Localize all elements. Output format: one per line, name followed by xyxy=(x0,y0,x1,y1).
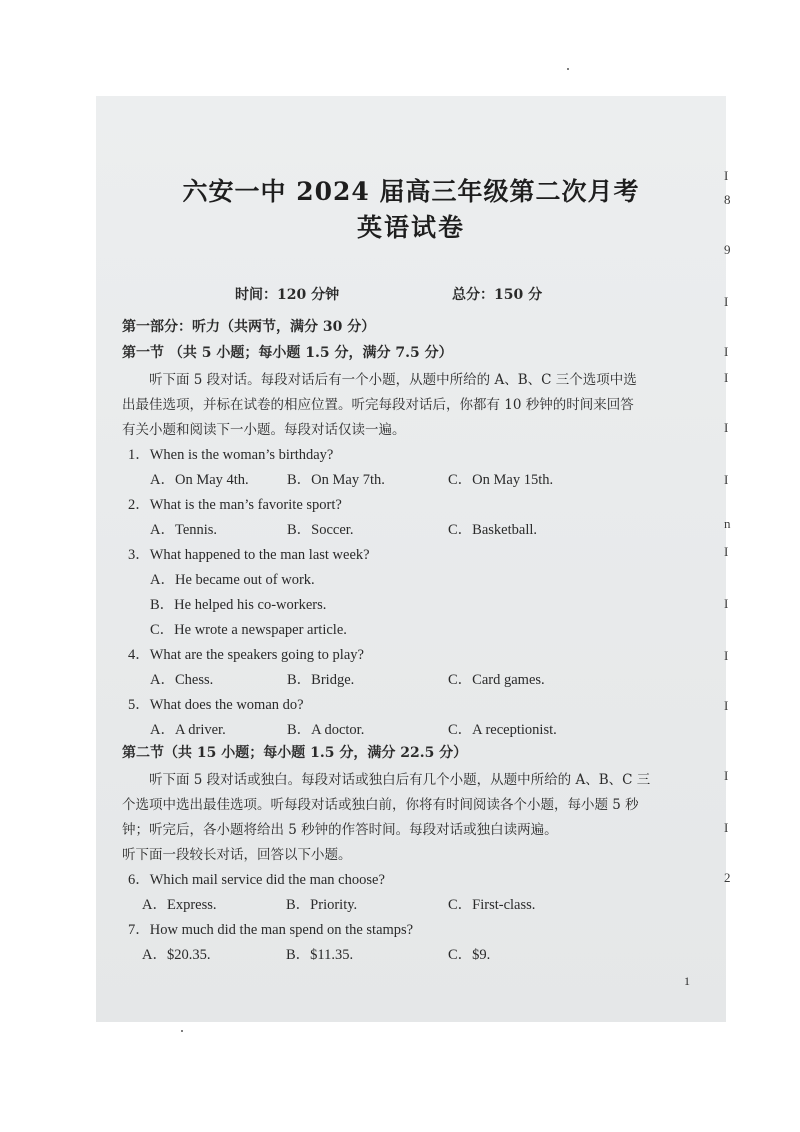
question-7: 7．How much did the man spend on the stamps? xyxy=(128,922,414,938)
option-7a: A．$20.35. xyxy=(142,947,211,963)
section2-lead: 听下面一段较长对话，回答以下小题。 xyxy=(122,847,352,863)
option-6a: A．Express. xyxy=(142,897,217,913)
option-6b: B．Priority. xyxy=(286,897,358,913)
option-7b: B．$11.35. xyxy=(286,947,354,963)
exam-subtitle: 英语试卷 xyxy=(356,213,465,242)
edge-mark: I xyxy=(724,820,729,835)
option-4c: C．Card games. xyxy=(448,672,545,688)
edge-mark: 9 xyxy=(724,242,731,257)
edge-mark: I xyxy=(724,544,729,559)
option-5c: C．A receptionist. xyxy=(448,722,557,738)
option-1b: B．On May 7th. xyxy=(287,472,385,488)
option-1a: A．On May 4th. xyxy=(150,472,249,488)
option-1c: C．On May 15th. xyxy=(448,472,554,488)
edge-mark: I xyxy=(724,768,729,783)
edge-mark: n xyxy=(724,516,731,531)
section2-instruction-line: 听下面 5 段对话或独白。每段对话或独白后有几个小题，从题中所给的 A、B、C 三 xyxy=(149,772,651,788)
edge-mark: I xyxy=(724,344,729,359)
option-6c: C．First-class. xyxy=(448,897,536,913)
question-6: 6．Which mail service did the man choose? xyxy=(128,872,385,888)
option-2c: C．Basketball. xyxy=(448,522,538,538)
question-4: 4．What are the speakers going to play? xyxy=(128,647,364,663)
edge-mark: I xyxy=(724,420,729,435)
option-5b: B．A doctor. xyxy=(287,722,365,738)
edge-mark: 2 xyxy=(724,870,731,885)
question-1: 1．When is the woman’s birthday? xyxy=(128,447,334,463)
section2-instruction-line: 钟；听完后，各小题将给出 5 秒钟的作答时间。每段对话或独白读两遍。 xyxy=(122,822,558,838)
scan-speck xyxy=(567,68,569,70)
question-2: 2．What is the man’s favorite sport? xyxy=(128,497,342,513)
edge-mark: I xyxy=(724,370,729,385)
option-3a: A．He became out of work. xyxy=(150,572,315,588)
exam-total-score: 总分：150 分 xyxy=(452,287,543,303)
option-7c: C．$9. xyxy=(448,947,491,963)
edge-mark: I xyxy=(724,294,729,309)
section1-instruction-line: 有关小题和阅读下一小题。每段对话仅读一遍。 xyxy=(122,422,406,438)
edge-mark: I xyxy=(724,168,729,183)
exam-time: 时间：120 分钟 xyxy=(235,287,340,303)
edge-mark: I xyxy=(724,472,729,487)
section1-instruction-line: 出最佳选项，并标在试卷的相应位置。听完每段对话后，你都有 10 秒钟的时间来回答 xyxy=(122,397,634,413)
option-3b: B．He helped his co-workers. xyxy=(150,597,327,613)
option-5a: A．A driver. xyxy=(150,722,226,738)
option-2b: B．Soccer. xyxy=(287,522,354,538)
section1-instruction-line: 听下面 5 段对话。每段对话后有一个小题，从题中所给的 A、B、C 三个选项中选 xyxy=(149,372,637,388)
question-3: 3．What happened to the man last week? xyxy=(128,547,370,563)
section1-heading: 第一节 （共 5 小题；每小题 1.5 分，满分 7.5 分） xyxy=(122,345,453,361)
option-4b: B．Bridge. xyxy=(287,672,355,688)
option-4a: A．Chess. xyxy=(150,672,214,688)
option-3c: C．He wrote a newspaper article. xyxy=(150,622,347,638)
edge-mark: I xyxy=(724,648,729,663)
edge-mark: I xyxy=(724,698,729,713)
page-number: 1 xyxy=(684,974,690,988)
section2-heading: 第二节（共 15 小题；每小题 1.5 分，满分 22.5 分） xyxy=(122,745,468,761)
scan-speck xyxy=(181,1030,183,1032)
question-5: 5．What does the woman do? xyxy=(128,697,304,713)
option-2a: A．Tennis. xyxy=(150,522,218,538)
part1-heading: 第一部分：听力（共两节，满分 30 分） xyxy=(122,319,376,335)
edge-mark: 8 xyxy=(724,192,731,207)
edge-mark: I xyxy=(724,596,729,611)
section2-instruction-line: 个选项中选出最佳选项。听每段对话或独白前，你将有时间阅读各个小题，每小题 5 秒 xyxy=(122,797,639,813)
exam-title: 六安一中 2024 届高三年级第二次月考 xyxy=(182,177,640,206)
exam-paper-page xyxy=(96,96,731,1022)
